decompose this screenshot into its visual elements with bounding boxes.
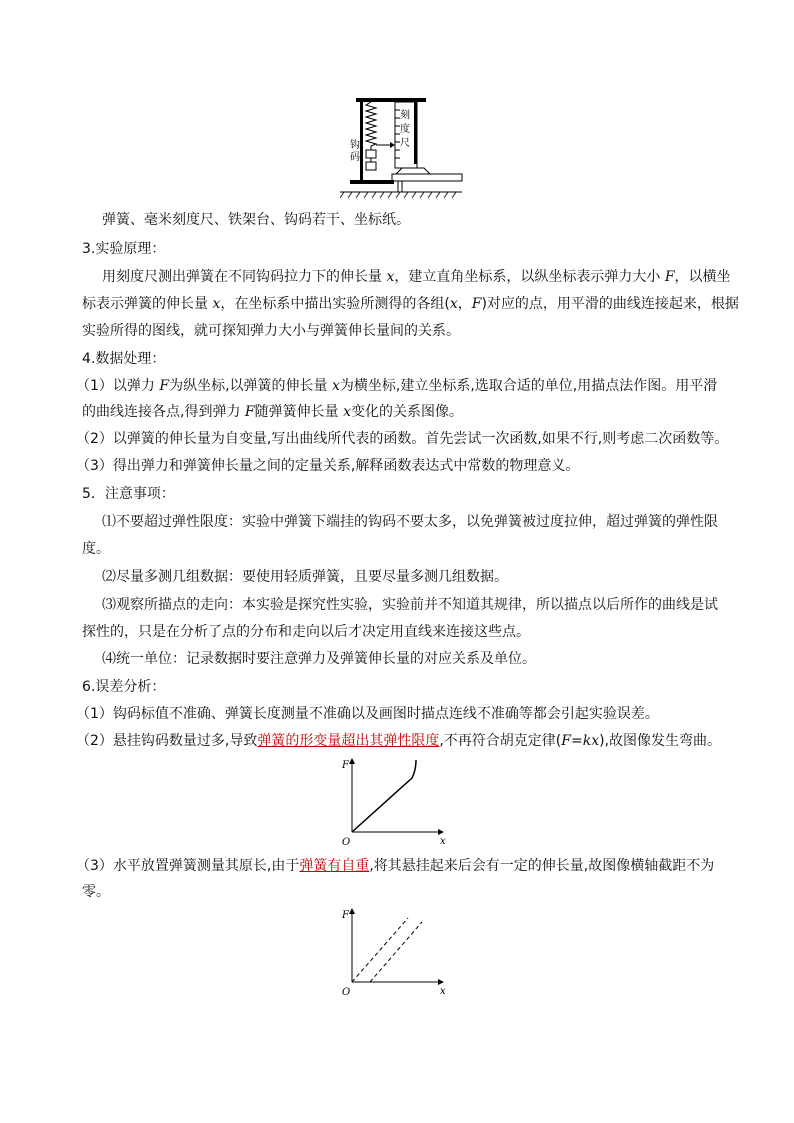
section5-note3-line1: ⑶观察所描点的走向：本实验是探究性实验，实验前并不知道其规律，所以描点以后所作的曲线是试 bbox=[102, 597, 718, 613]
graph1-x-label: x bbox=[440, 836, 446, 847]
section5-note1-line2: 度。 bbox=[82, 541, 110, 557]
weight-2 bbox=[366, 162, 376, 170]
ruler-label-2: 度 bbox=[400, 124, 410, 135]
section5-note4: ⑷统一单位：记录数据时要注意弹力及弹簧伸长量的对应关系及单位。 bbox=[102, 651, 536, 667]
section6-heading: 6.误差分析： bbox=[82, 679, 166, 695]
section4-item3: （3）得出弹力和弹簧伸长量之间的定量关系,解释函数表达式中常数的物理意义。 bbox=[76, 458, 580, 474]
section4-item1-line2: 的曲线连接各点,得到弹力 F随弹簧伸长量 x变化的关系图像。 bbox=[82, 404, 463, 420]
stand-base bbox=[350, 180, 394, 184]
graph-offset bbox=[338, 906, 454, 998]
equipment-list: 弹簧、毫米刻度尺、铁架台、钩码若干、坐标纸。 bbox=[102, 212, 410, 228]
self-weight-highlight: 弹簧有自重 bbox=[299, 858, 370, 874]
graph1-y-label: F bbox=[342, 760, 349, 771]
graph-bending bbox=[338, 756, 454, 848]
graph2-line-offset bbox=[370, 922, 422, 982]
section3-para-line2: 标表示弹簧的伸长量 x，在坐标系中描出实验所测得的各组(x，F)对应的点，用平滑的曲线连接起来，根据 bbox=[82, 296, 739, 312]
section4-heading: 4.数据处理： bbox=[82, 351, 166, 367]
graph1-origin: O bbox=[342, 837, 351, 848]
stand-rod bbox=[360, 98, 363, 180]
table bbox=[392, 174, 462, 181]
ruler-base bbox=[396, 168, 430, 174]
apparatus-figure bbox=[340, 92, 466, 204]
ruler-label-1: 刻 bbox=[400, 110, 410, 121]
weight-label-1: 钩 bbox=[350, 140, 360, 151]
section5-note3-line2: 探性的，只是在分析了点的分布和走向以后才决定用直线来连接这些点。 bbox=[82, 624, 530, 640]
ruler-label-3: 尺 bbox=[400, 138, 410, 149]
section6-item3-line1: （3）水平放置弹簧测量其原长,由于弹簧有自重,将其悬挂起来后会有一定的伸长量,故图像横轴截距不为 bbox=[76, 858, 715, 874]
weight-1 bbox=[366, 150, 376, 158]
section3-para-line1: 用刻度尺测出弹簧在不同钩码拉力下的伸长量 x，建立直角坐标系，以纵坐标表示弹力大小 F，以横坐 bbox=[102, 269, 731, 285]
section3-para-line3: 实验所得的图线，就可探知弹力大小与弹簧伸长量间的关系。 bbox=[82, 323, 460, 339]
section6-item3-line2: 零。 bbox=[82, 884, 110, 900]
elastic-limit-highlight: 弹簧的形变量超出其弹性限度 bbox=[257, 733, 440, 749]
section6-item2: （2）悬挂钩码数量过多,导致弹簧的形变量超出其弹性限度,不再符合胡克定律(F=kx),故图像发生弯曲。 bbox=[76, 733, 722, 749]
graph2-y-label: F bbox=[342, 910, 349, 921]
spring bbox=[366, 102, 376, 146]
weight-label-2: 码 bbox=[350, 152, 360, 163]
graph2-origin: O bbox=[342, 987, 351, 998]
section5-note2: ⑵尽量多测几组数据：要使用轻质弹簧，且要尽量多测几组数据。 bbox=[102, 569, 508, 585]
section5-heading: 5．注意事项： bbox=[82, 486, 175, 502]
graph2-x-label: x bbox=[440, 986, 446, 997]
section5-note1-line1: ⑴不要超过弹性限度：实验中弹簧下端挂的钩码不要太多，以免弹簧被过度拉伸，超过弹簧的弹性限 bbox=[102, 514, 718, 530]
section3-heading: 3.实验原理： bbox=[82, 241, 166, 257]
section6-item1: （1）钩码标值不准确、弹簧长度测量不准确以及画图时描点连线不准确等都会引起实验误差。 bbox=[76, 706, 659, 722]
section4-item1-line1: （1）以弹力 F为纵坐标,以弹簧的伸长量 x为横坐标,建立坐标系,选取合适的单位,用描点法作图。用平滑 bbox=[76, 378, 718, 394]
section4-item2: （2）以弹簧的伸长量为自变量,写出曲线所代表的函数。首先尝试一次函数,如果不行,则考虑二次函数等。 bbox=[76, 431, 729, 447]
graph1-curve bbox=[352, 760, 416, 832]
graph2-line-ideal bbox=[352, 918, 408, 982]
